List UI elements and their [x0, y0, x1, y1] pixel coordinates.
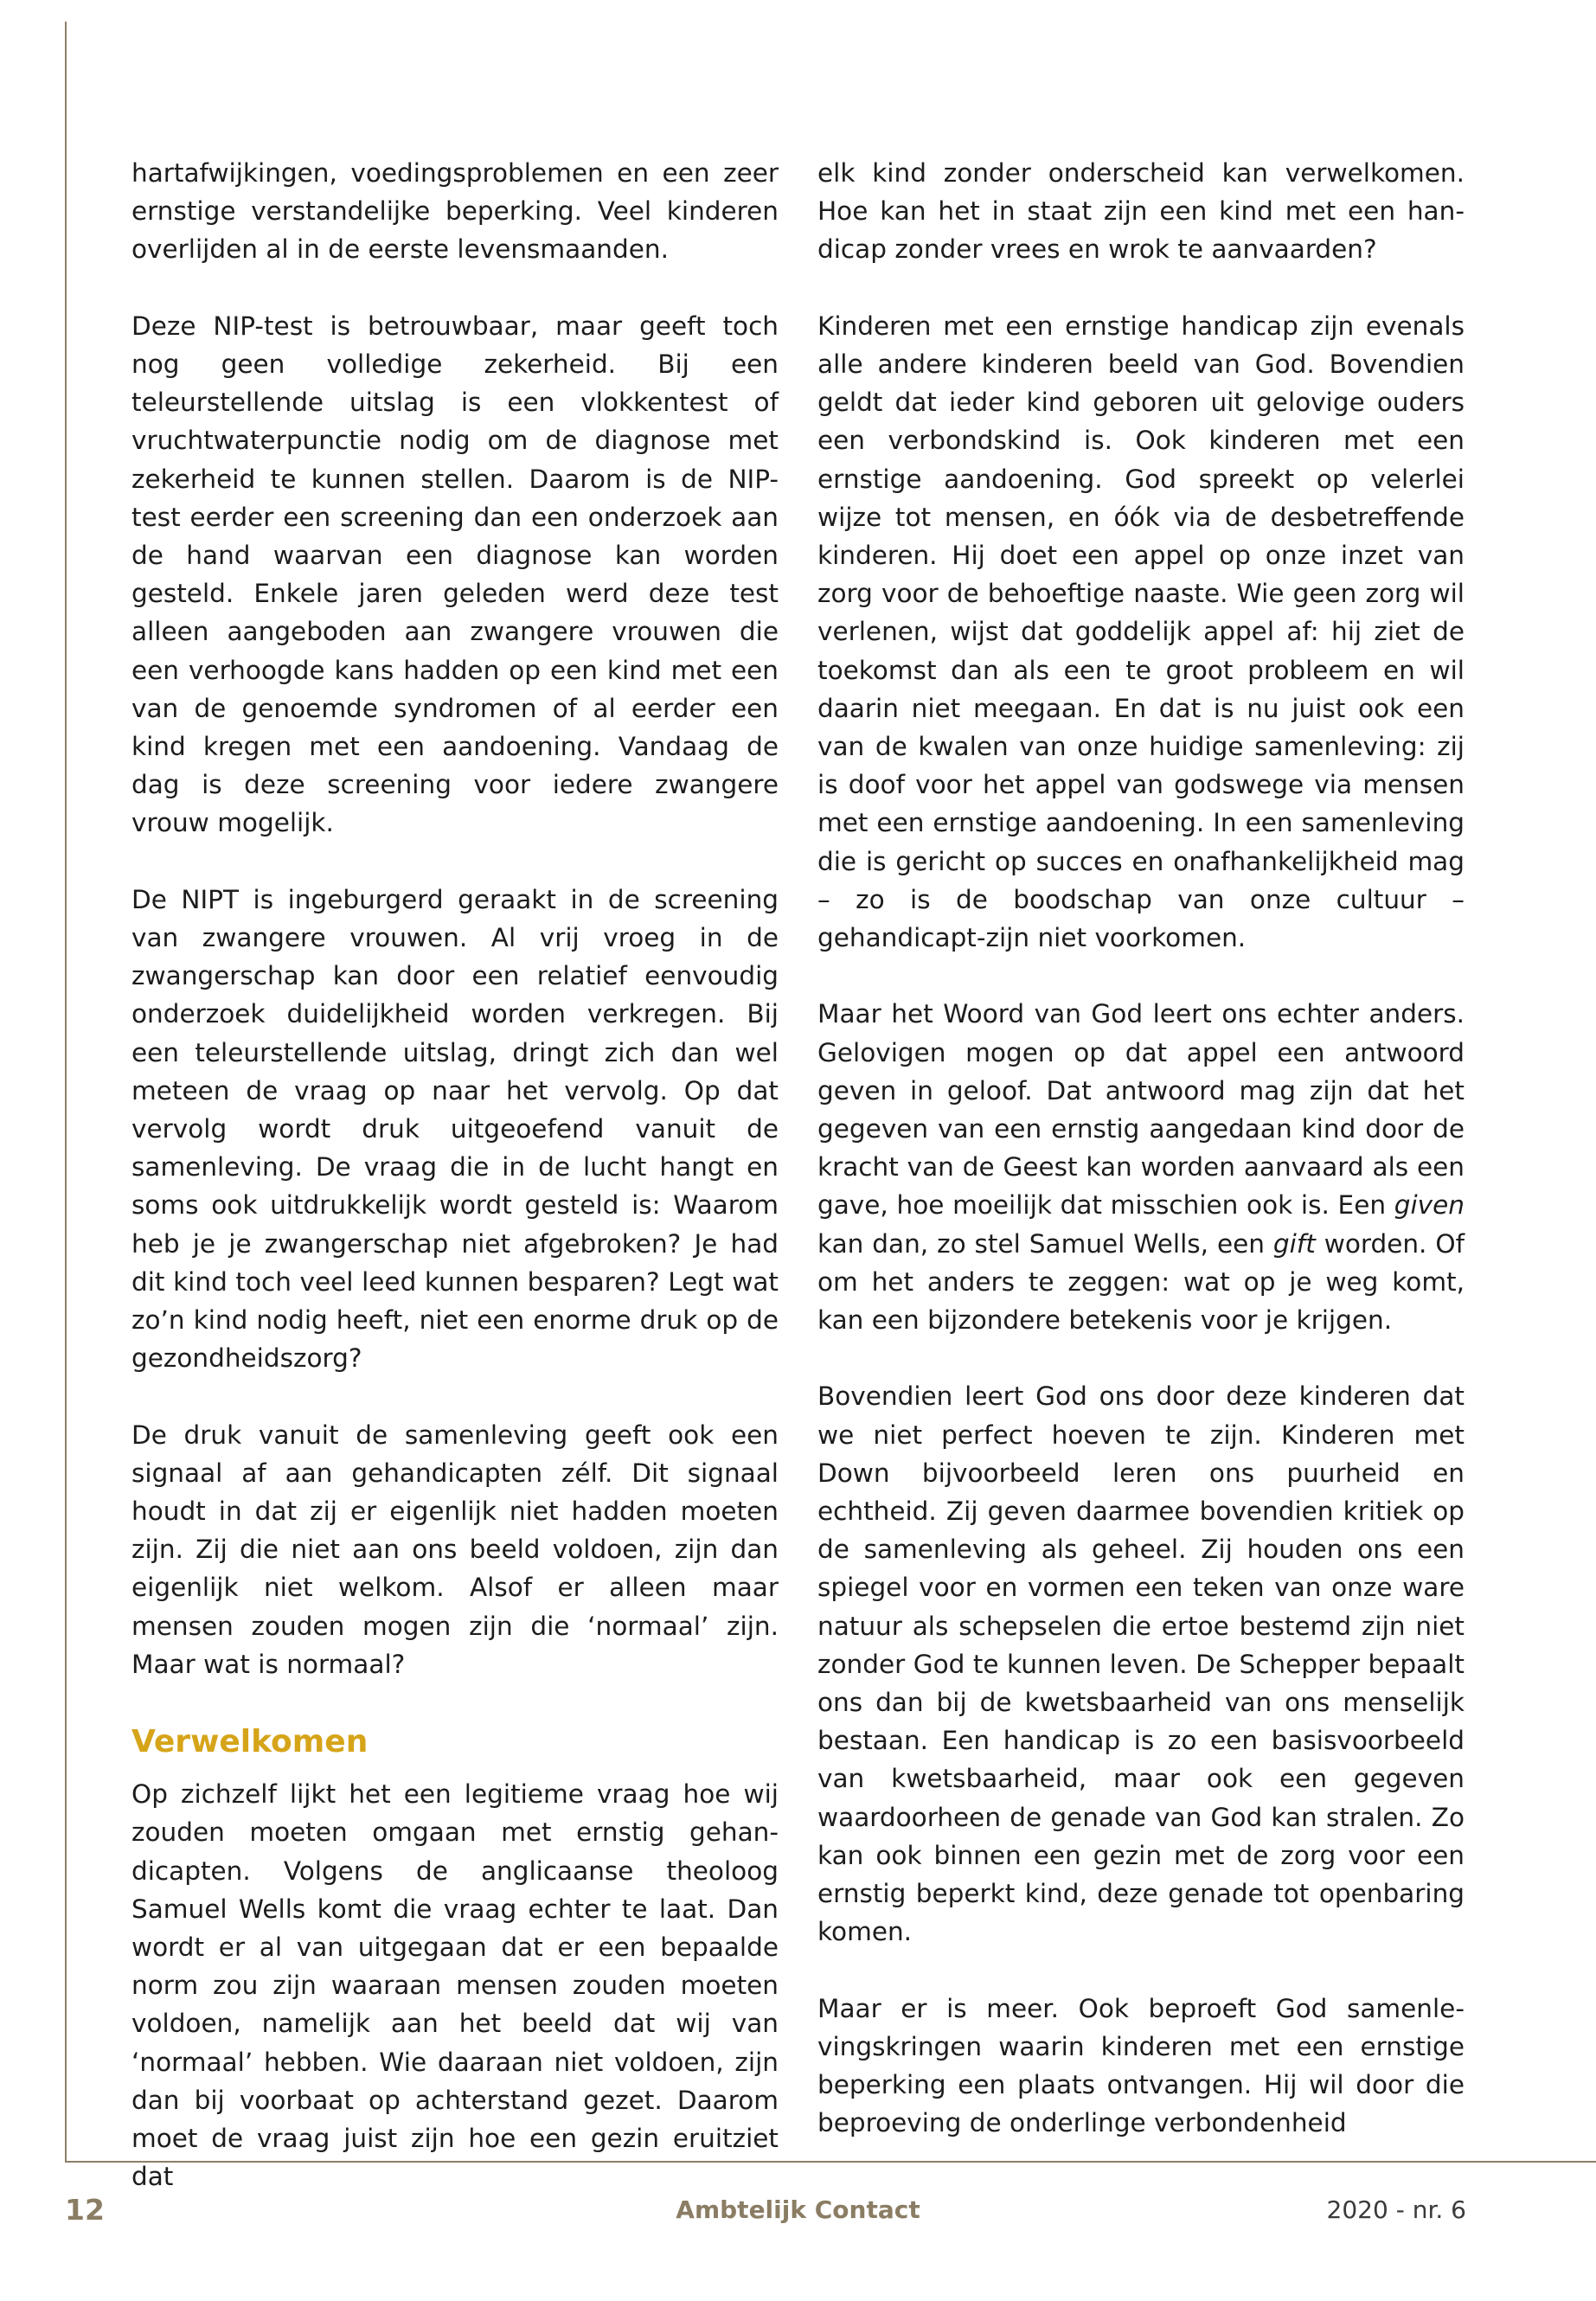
- paragraph: Op zichzelf lijkt het een legitieme vraag hoe wij zouden moeten omgaan met ernstig gehandicapten. Volgens de anglicaanse theoloog Samuel Wells komt die vraag echter te laat. Dan wordt er al van uitgegaan dat er een bepaalde norm zou zijn waaraan mensen zouden moeten voldoen, namelijk aan het beeld dat wij van ‘normaal’ hebben. Wie daaraan niet voldoen, zijn dan bij voorbaat op achterstand gezet. Daarom moet de vraag juist zijn hoe een gezin eruitziet dat: [131, 1779, 779, 2192]
- journal-title: Ambtelijk Contact: [676, 2195, 920, 2224]
- paragraph: elk kind zonder onderscheid kan verwelkomen. Hoe kan het in staat zijn een kind met een handicap zonder vrees en wrok te aanvaarden?: [817, 158, 1465, 265]
- section-heading: Verwelkomen: [131, 1724, 369, 1760]
- paragraph: Bovendien leert God ons door deze kinderen dat we niet perfect hoeven te zijn. Kinderen met Down bijvoorbeeld leren ons puurheid en echtheid. Zij geven daarmee bovendien kritiek op de samenleving als geheel. Zij houden ons een spiegel voor en vormen een teken van onze ware natuur als schepselen die ertoe bestemd zijn niet zonder God te kunnen leven. De Schepper bepaalt ons dan bij de kwetsbaarheid van ons menselijk bestaan. Een handicap is zo een basisvoorbeeld van kwetsbaarheid, maar ook een gegeven waardoorheen de genade van God kan stralen. Zo kan ook binnen een gezin met de zorg voor een ernstig beperkt kind, deze genade tot openbaring komen.: [817, 1381, 1465, 1947]
- paragraph: De druk vanuit de samenleving geeft ook een signaal af aan gehandicapten zélf. Dit signaal houdt in dat zij er eigenlijk niet hadden moeten zijn. Zij die niet aan ons beeld voldoen, zijn dan eigenlijk niet welkom. Alsof er alleen maar mensen zouden mogen zijn die ‘normaal’ zijn. Maar wat is normaal?: [131, 1420, 779, 1679]
- paragraph: De NIPT is ingeburgerd geraakt in de screening van zwangere vrouwen. Al vrij vroeg in de zwangerschap kan door een relatief eenvoudig onderzoek duidelijkheid worden verkregen. Bij een teleurstellende uitslag, dringt zich dan wel meteen de vraag op naar het vervolg. Op dat vervolg wordt druk uitgeoefend vanuit de samenleving. De vraag die in de lucht hangt en soms ook uitdrukkelijk wordt gesteld is: Waarom heb je je zwangerschap niet afgebroken? Je had dit kind toch veel leed kunnen besparen? Legt wat zo’n kind nodig heeft, niet een enorme druk op de gezondheidszorg?: [131, 884, 779, 1374]
- paragraph: [817, 995, 1465, 1339]
- paragraph: Maar er is meer. Ook beproeft God samenlevingskringen waarin kinderen met een ernstige beperking een plaats ontvangen. Hij wil door die beproeving de onderlinge verbondenheid: [817, 1993, 1465, 2138]
- left-column: [131, 154, 779, 2196]
- text-run: kan dan, zo stel Samuel Wells, een: [817, 1228, 1273, 1259]
- paragraph: hartafwijkingen, voedingsproblemen en een zeer ernstige verstandelijke beperking. Veel kinderen overlijden al in de eerste levensmaanden.: [131, 158, 779, 265]
- text-run: worden. Of om het anders te zeggen: wat op je weg komt, kan een bijzondere betekenis voor je krijgen.: [817, 1228, 1465, 1336]
- paragraph: Deze NIP-test is betrouwbaar, maar geeft toch nog geen volledige zekerheid. Bij een teleurstellende uitslag is een vlokkentest of vruchtwaterpunctie nodig om de diagnose met zekerheid te kunnen stellen. Daarom is de NIP-test eerder een screening dan een onderzoek aan de hand waarvan een diagnose kan worden gesteld. Enkele jaren geleden werd deze test alleen aangeboden aan zwangere vrouwen die een verhoogde kans hadden op een kind met een van de genoemde syndromen of al eerder een kind kregen met een aandoening. Vandaag de dag is deze screening voor iedere zwangere vrouw mogelijk.: [131, 311, 779, 838]
- issue-label: 2020 - nr. 6: [1326, 2195, 1466, 2224]
- italic-term: gift: [1272, 1228, 1316, 1259]
- text-run: Maar het Woord van God leert ons echter anders. Gelovigen mogen op dat appel een antwoord geven in geloof. Dat antwoord mag zijn dat het gegeven van een ernstig aangedaan kind door de kracht van de Geest kan worden aanvaard als een gave, hoe moeilijk dat misschien ook is. Een: [817, 999, 1465, 1221]
- page-number: 12: [65, 2193, 105, 2227]
- italic-term: given: [1394, 1190, 1465, 1221]
- paragraph: Kinderen met een ernstige handicap zijn evenals alle andere kinderen beeld van God. Bovendien geldt dat ieder kind geboren uit gelovige ouders een verbondskind is. Ook kinderen met een ernstige aandoening. God spreekt op velerlei wijze tot mensen, en óók via de desbetreffende kinderen. Hij doet een appel op onze inzet van zorg voor de behoeftige naaste. Wie geen zorg wil verlenen, wijst dat goddelijk appel af: hij ziet de toekomst dan als een te groot probleem en wil daarin niet meegaan. En dat is nu juist ook een van de kwalen van onze huidige samenleving: zij is doof voor het appel van godswege via mensen met een ernstige aandoening. In een samenleving die is gericht op succes en onafhankelijkheid mag – zo is de boodschap van onze cultuur – gehandicapt-zijn niet voorkomen.: [817, 311, 1465, 953]
- right-column: [817, 154, 1465, 2143]
- vertical-margin-rule: [65, 22, 67, 2163]
